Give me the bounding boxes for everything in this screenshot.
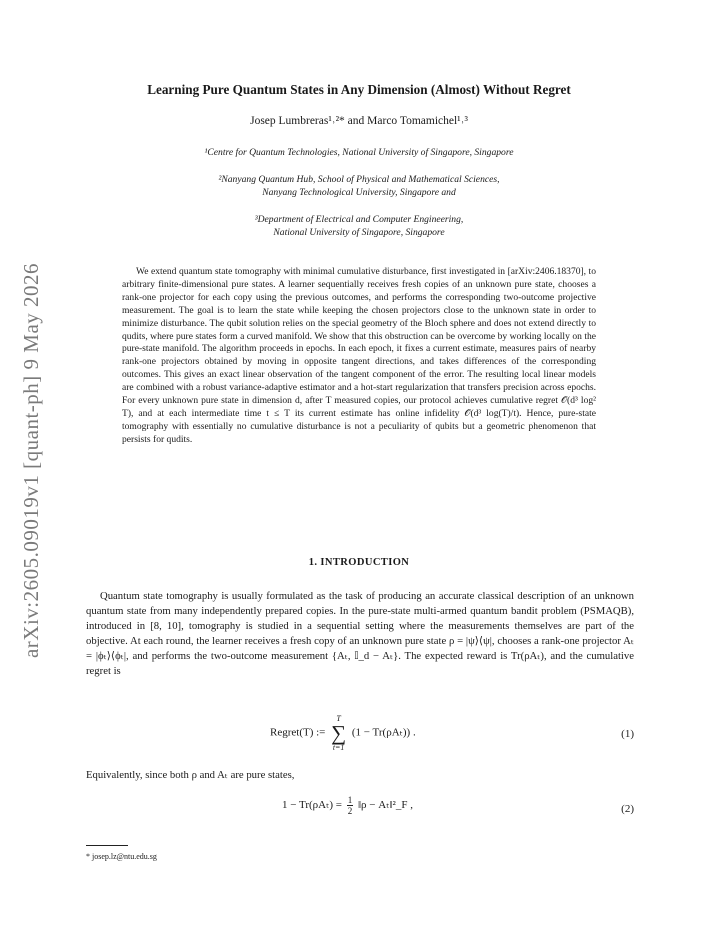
equation-2-body	[282, 795, 413, 816]
fraction-numerator: 1	[347, 795, 353, 805]
author-line: Josep Lumbreras¹˒²* and Marco Tomamichel¹˒³	[250, 115, 468, 127]
summation-sign: ∑	[331, 721, 347, 745]
fraction-one-half	[347, 795, 354, 816]
section-heading-introduction: 1. INTRODUCTION	[308, 557, 410, 568]
fraction-denominator: 2	[347, 806, 353, 816]
summation-operator	[331, 714, 346, 752]
affiliation-2	[100, 173, 618, 199]
equivalence-sentence: Equivalently, since both ρ and Aₜ are pure states,	[86, 769, 295, 781]
footnote-divider	[86, 845, 128, 846]
equation-1-rhs: (1 − Tr(ρAₜ)) .	[351, 726, 416, 739]
summation-lower-limit: t=1	[332, 743, 345, 752]
affiliation-1	[100, 146, 618, 159]
equation-2-lhs: 1 − Tr(ρAₜ) =	[282, 799, 342, 812]
equation-2	[86, 795, 634, 825]
footnote-email: * josep.lz@ntu.edu.sg	[86, 852, 157, 861]
equation-1-lhs: Regret(T) :=	[270, 726, 326, 739]
arxiv-stamp	[8, 250, 56, 670]
affiliation-3-line-1: ³Department of Electrical and Computer Engineering,	[254, 214, 464, 225]
equation-1-number: (1)	[621, 728, 634, 740]
affiliation-2-line-1: ²Nanyang Quantum Hub, School of Physical and Mathematical Sciences,	[218, 174, 500, 185]
summation-upper-limit: T	[336, 714, 341, 723]
affiliation-2-line-2: Nanyang Technological University, Singapore and	[262, 187, 456, 198]
equation-1-body	[270, 714, 416, 752]
equation-2-rhs: ‖ρ − Aₜ‖²_F ,	[357, 799, 413, 812]
affiliation-3	[100, 213, 618, 239]
affiliation-3-line-2: National University of Singapore, Singapore	[273, 227, 445, 238]
equation-2-number: (2)	[621, 803, 634, 815]
affiliation-1-line-1: ¹Centre for Quantum Technologies, National University of Singapore, Singapore	[204, 147, 514, 158]
intro-paragraph: Quantum state tomography is usually formulated as the task of producing an accurate classical description of an unknown quantum state from many independently prepared copies. In the pure-state multi-armed quantum bandit problem (PSMAQB), introduced in [8, 10], tomography is studied in a sequential setting where the measurements themselves are part of the objective. At each round, the learner receives a fresh copy of an unknown pure state ρ = |ψ⟩⟨ψ|, chooses a rank-one projector Aₜ = |ϕₜ⟩⟨ϕₜ|, and performs the two-outcome measurement {Aₜ, 𝕀_d − Aₜ}. The expected reward is Tr(ρAₜ), and the cumulative regret is	[86, 590, 634, 677]
equation-1	[86, 714, 634, 758]
arxiv-stamp-text: arXiv:2605.09019v1 [quant-ph] 9 May 2026	[19, 262, 44, 658]
abstract: We extend quantum state tomography with minimal cumulative disturbance, first investigated in [arXiv:2406.18370], to arbitrary finite-dimensional pure states. A learner sequentially receives fresh copies of an unknown pure state, chooses a rank-one projector for each copy using the previous outcomes, and performs the corresponding two-outcome projective measurement. The goal is to learn the state while keeping the chosen projectors close to the unknown state in order to minimize disturbance. The qubit solution relies on the special geometry of the Bloch sphere and does not extend directly to qudits, where pure states form a curved manifold. We show that this obstruction can be overcome by working locally on the pure-state manifold. The algorithm proceeds in epochs. In each epoch, it fixes a current estimate, measures pairs of nearby rank-one projectors obtained by moving in opposite tangent directions, and takes differences of the corresponding outcomes. This gives an exact linear observation of the tangent component of the error. The resulting local linear models are combined with a robust variance-adaptive estimator and a hot-start regularization that transfers precision across epochs. For every unknown pure state in dimension d, after T measured copies, our protocol achieves cumulative regret 𝒪(d³ log² T), and at each intermediate time t ≤ T its current estimate has online infidelity 𝒪(d³ log(T)/t). Hence, pure-state tomography with essentially no cumulative disturbance is not a peculiarity of qubits but a geometric phenomenon that persists for qudits.	[122, 266, 596, 445]
paper-title: Learning Pure Quantum States in Any Dimension (Almost) Without Regret	[147, 82, 571, 97]
